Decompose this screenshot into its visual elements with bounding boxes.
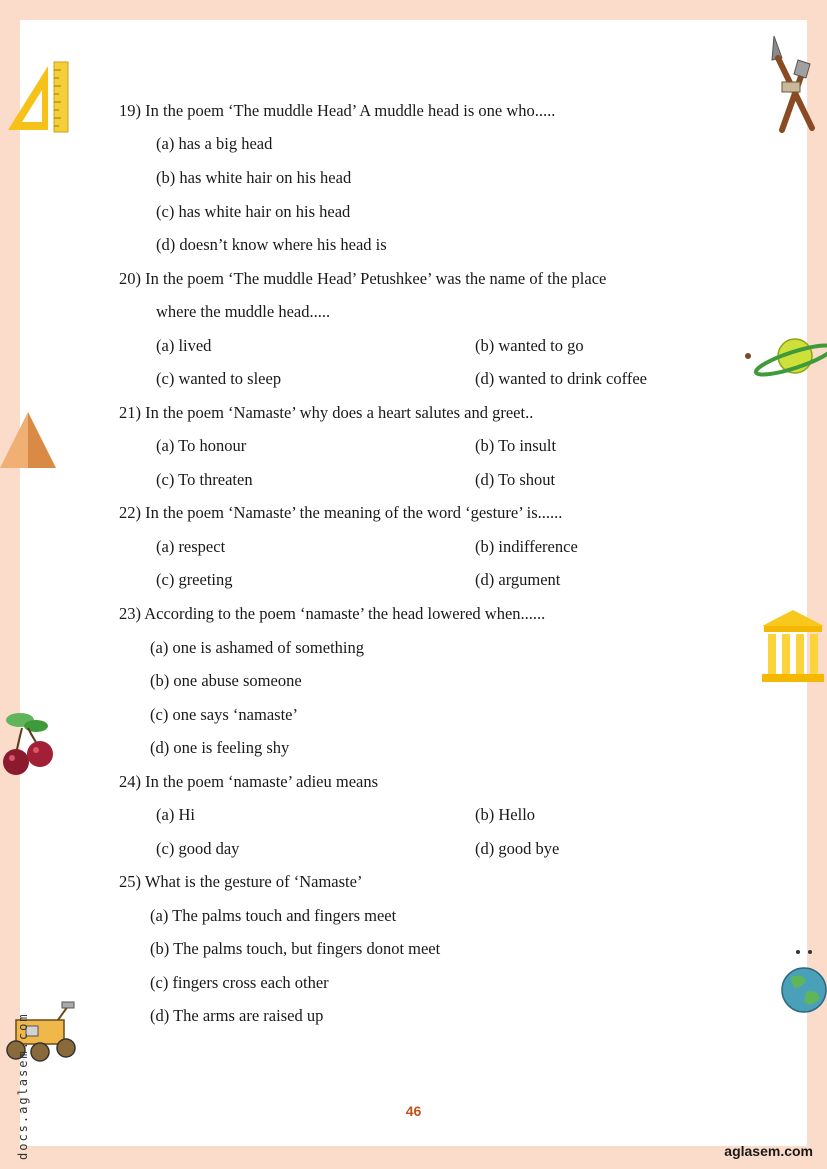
- option: (b) wanted to go: [475, 336, 584, 355]
- question-text: In the poem ‘The muddle Head’ Petushkee’ was the name of the place: [145, 269, 607, 288]
- option: (a) Hi: [156, 805, 195, 824]
- question-number: 22): [119, 503, 141, 522]
- option: (b) To insult: [475, 436, 557, 455]
- earth-globe-icon: [776, 948, 827, 1018]
- question-number: 20): [119, 269, 141, 288]
- question-20: [119, 269, 606, 289]
- question-text: In the poem ‘The muddle Head’ A muddle head is one who.....: [145, 101, 556, 120]
- option: (d) doesn’t know where his head is: [156, 235, 387, 254]
- option: (a) To honour: [156, 436, 247, 455]
- question-text: According to the poem ‘namaste’ the head lowered when......: [144, 604, 546, 623]
- option: (c) wanted to sleep: [156, 369, 282, 388]
- question-number: 19): [119, 101, 141, 120]
- option: (b) indifference: [475, 537, 578, 556]
- option: (d) argument: [475, 570, 561, 589]
- option: (d) The arms are raised up: [150, 1006, 324, 1025]
- option: (a) one is ashamed of something: [150, 638, 364, 657]
- question-number: 23): [119, 604, 141, 623]
- option: (c) greeting: [156, 570, 233, 589]
- question-text-continued: where the muddle head.....: [156, 302, 331, 321]
- cherries-icon: [0, 704, 60, 780]
- question-text: In the poem ‘namaste’ adieu means: [145, 772, 379, 791]
- option: (a) respect: [156, 537, 226, 556]
- question-23: [119, 604, 545, 624]
- option: (d) wanted to drink coffee: [475, 369, 647, 388]
- side-watermark: docs.aglasem.com: [16, 1012, 30, 1160]
- option: (a) has a big head: [156, 134, 273, 153]
- option: (d) good bye: [475, 839, 560, 858]
- set-square-ruler-icon: [4, 60, 70, 134]
- option: (c) good day: [156, 839, 240, 858]
- option: (b) one abuse someone: [150, 671, 302, 690]
- pyramid-icon: [0, 410, 58, 470]
- moon-rover-icon: [2, 1000, 82, 1066]
- option: (a) The palms touch and fingers meet: [150, 906, 397, 925]
- question-text: In the poem ‘Namaste’ why does a heart salutes and greet..: [145, 403, 534, 422]
- footer-site-link[interactable]: aglasem.com: [724, 1143, 813, 1159]
- question-text: What is the gesture of ‘Namaste’: [144, 872, 363, 891]
- question-21: [119, 403, 533, 423]
- greek-temple-icon: [760, 608, 827, 686]
- option: (c) has white hair on his head: [156, 202, 351, 221]
- question-24: [119, 772, 378, 792]
- option: (d) one is feeling shy: [150, 738, 290, 757]
- page-number: 46: [405, 1103, 422, 1119]
- saturn-planet-icon: [740, 330, 827, 382]
- option: (d) To shout: [475, 470, 556, 489]
- question-text: In the poem ‘Namaste’ the meaning of the word ‘gesture’ is......: [145, 503, 563, 522]
- option: (a) lived: [156, 336, 212, 355]
- question-25: [119, 872, 362, 892]
- option: (b) The palms touch, but fingers donot meet: [150, 939, 441, 958]
- question-number: 25): [119, 872, 141, 891]
- question-number: 24): [119, 772, 141, 791]
- option: (c) fingers cross each other: [150, 973, 329, 992]
- page: [20, 20, 807, 1146]
- question-22: [119, 503, 562, 523]
- option: (b) has white hair on his head: [156, 168, 352, 187]
- option: (c) To threaten: [156, 470, 253, 489]
- option: (c) one says ‘namaste’: [150, 705, 298, 724]
- stone-age-tools-icon: [768, 34, 827, 134]
- question-19: [119, 101, 555, 121]
- option: (b) Hello: [475, 805, 536, 824]
- question-number: 21): [119, 403, 141, 422]
